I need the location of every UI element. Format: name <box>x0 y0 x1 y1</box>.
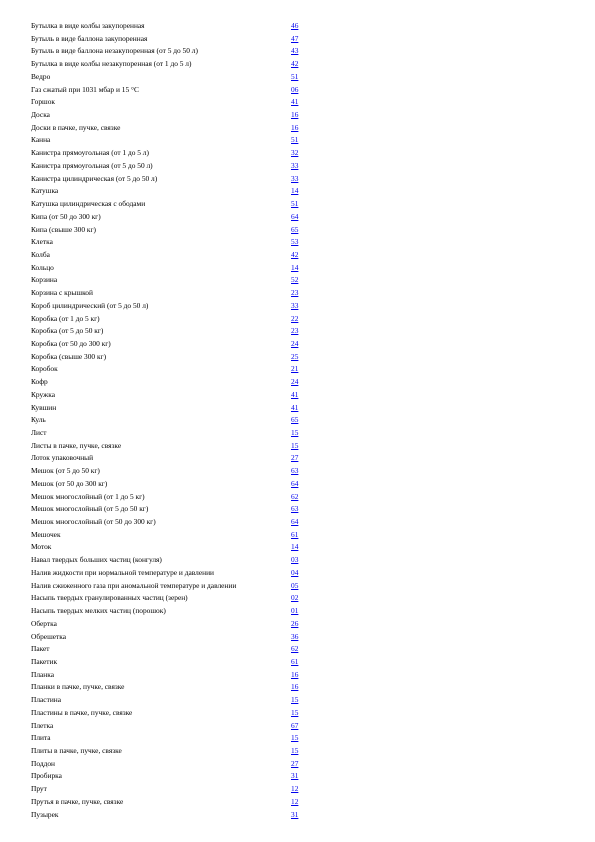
index-term: Обрешетка <box>31 631 67 641</box>
index-row <box>31 173 321 186</box>
page-link[interactable]: 64 <box>291 211 299 221</box>
page-link[interactable]: 21 <box>291 364 299 374</box>
index-row <box>31 389 321 402</box>
index-term: Мешок многослойный (от 5 до 50 кг) <box>31 504 149 514</box>
index-row <box>31 211 321 224</box>
index-row <box>31 605 321 618</box>
page-link[interactable]: 42 <box>291 59 299 69</box>
page-link[interactable]: 14 <box>291 542 299 552</box>
index-term: Прутья в пачке, пучке, связке <box>31 796 124 806</box>
index-row <box>31 745 321 758</box>
page-link[interactable]: 43 <box>291 46 299 56</box>
index-term: Бутыль в виде баллона закупоренная <box>31 33 148 43</box>
page-link[interactable]: 63 <box>291 504 299 514</box>
index-term: Плетка <box>31 720 54 730</box>
index-term: Газ сжатый при 1031 мбар и 15 °С <box>31 84 139 94</box>
page-link[interactable]: 67 <box>291 720 299 730</box>
index-row <box>31 567 321 580</box>
page-link[interactable]: 22 <box>291 313 299 323</box>
page-link[interactable]: 25 <box>291 351 299 361</box>
page-link[interactable]: 27 <box>291 758 299 768</box>
index-row <box>31 236 321 249</box>
page-link[interactable]: 61 <box>291 656 299 666</box>
index-term: Коробок <box>31 364 58 374</box>
page-link[interactable]: 03 <box>291 555 299 565</box>
index-term: Навал твердых больших частиц (конгуля) <box>31 555 162 565</box>
index-term: Кольцо <box>31 262 54 272</box>
index-term: Пластина <box>31 695 62 705</box>
page-link[interactable]: 16 <box>291 122 299 132</box>
index-row <box>31 618 321 631</box>
page-link[interactable]: 64 <box>291 478 299 488</box>
index-term: Доски в пачке, пучке, связке <box>31 122 121 132</box>
page-link[interactable]: 51 <box>291 71 299 81</box>
index-term: Коробка (от 5 до 50 кг) <box>31 326 104 336</box>
index-term: Кипа (от 50 до 300 кг) <box>31 211 101 221</box>
index-term: Канистра цилиндрическая (от 5 до 50 л) <box>31 173 158 183</box>
index-term: Лоток упаковочный <box>31 453 94 463</box>
index-term: Пластины в пачке, пучке, связке <box>31 707 133 717</box>
index-row <box>31 351 321 364</box>
index-term: Пакет <box>31 644 50 654</box>
page-link[interactable]: 51 <box>291 199 299 209</box>
page-link[interactable]: 33 <box>291 173 299 183</box>
index-row <box>31 300 321 313</box>
page-link[interactable]: 16 <box>291 682 299 692</box>
page-link[interactable]: 16 <box>291 110 299 120</box>
index-row <box>31 554 321 567</box>
index-row <box>31 440 321 453</box>
index-term: Корзина с крышкой <box>31 288 93 298</box>
index-row <box>31 452 321 465</box>
index-term: Лист <box>31 428 47 437</box>
index-row <box>31 376 321 389</box>
index-term: Моток <box>31 542 52 552</box>
page-link[interactable]: 14 <box>291 262 299 272</box>
page-link[interactable]: 65 <box>291 415 299 425</box>
page-link[interactable]: 23 <box>291 326 299 336</box>
index-row <box>31 707 321 720</box>
page-link[interactable]: 24 <box>291 377 299 387</box>
index-row <box>31 631 321 644</box>
index-row <box>31 33 321 46</box>
index-term: Мешок (от 5 до 50 кг) <box>31 466 100 476</box>
page-link[interactable]: 02 <box>291 593 299 603</box>
index-row <box>31 770 321 783</box>
index-term: Кувшин <box>31 402 57 412</box>
index-term: Мешок многослойный (от 1 до 5 кг) <box>31 491 145 501</box>
index-term: Короб цилиндрический (от 5 до 50 л) <box>31 300 149 310</box>
index-row <box>31 20 321 33</box>
index-term: Пакетик <box>31 656 58 666</box>
index-term: Клетка <box>31 237 53 247</box>
index-row <box>31 287 321 300</box>
index-term: Мешок (от 50 до 300 кг) <box>31 478 108 488</box>
index-list <box>31 20 321 821</box>
index-row <box>31 656 321 669</box>
page-link[interactable]: 36 <box>291 631 299 641</box>
index-row <box>31 720 321 733</box>
page-link[interactable]: 12 <box>291 796 299 806</box>
page-link[interactable]: 01 <box>291 606 299 616</box>
index-row <box>31 402 321 415</box>
page-link[interactable]: 63 <box>291 466 299 476</box>
index-term: Мешок многослойный (от 50 до 300 кг) <box>31 517 156 527</box>
index-row <box>31 694 321 707</box>
page-link[interactable]: 46 <box>291 21 299 30</box>
index-row <box>31 580 321 593</box>
index-row <box>31 758 321 771</box>
index-row <box>31 160 321 173</box>
index-term: Коробка (от 50 до 300 кг) <box>31 338 111 348</box>
index-term: Мешочек <box>31 529 61 539</box>
index-term: Насыпь твердых мелких частиц (порошок) <box>31 606 166 616</box>
index-row <box>31 732 321 745</box>
index-row <box>31 147 321 160</box>
index-term: Кофр <box>31 377 48 387</box>
page-link[interactable]: 31 <box>291 809 299 819</box>
index-row <box>31 478 321 491</box>
index-row <box>31 262 321 275</box>
index-term: Канна <box>31 135 51 145</box>
page-link[interactable]: 16 <box>291 669 299 679</box>
index-row <box>31 783 321 796</box>
page-link[interactable]: 06 <box>291 84 299 94</box>
index-row <box>31 109 321 122</box>
index-row <box>31 516 321 529</box>
index-row <box>31 503 321 516</box>
page-link[interactable]: 41 <box>291 389 299 399</box>
index-term: Пробирка <box>31 771 62 781</box>
index-term: Планка <box>31 669 55 679</box>
index-term: Плита <box>31 733 51 743</box>
page-link[interactable]: 04 <box>291 567 299 577</box>
page-link[interactable]: 53 <box>291 237 299 247</box>
index-row <box>31 313 321 326</box>
page-link[interactable]: 51 <box>291 135 299 145</box>
index-row <box>31 643 321 656</box>
index-term: Катушка <box>31 186 59 196</box>
index-term: Куль <box>31 415 46 425</box>
index-term: Бутылка в виде колбы закупоренная <box>31 21 145 30</box>
index-term: Пузырек <box>31 809 59 819</box>
index-term: Прут <box>31 784 47 794</box>
index-term: Канистра прямоугольная (от 5 до 50 л) <box>31 160 153 170</box>
index-term: Налив жидкости при нормальной температуре и давлении <box>31 567 214 577</box>
index-term: Бутылка в виде колбы незакупоренная (от 1 до 5 л) <box>31 59 192 69</box>
page-link[interactable]: 42 <box>291 249 299 259</box>
index-row <box>31 134 321 147</box>
index-term: Колба <box>31 249 50 259</box>
index-term: Канистра прямоугольная (от 1 до 5 л) <box>31 148 149 158</box>
page-link[interactable]: 41 <box>291 97 299 107</box>
page-link[interactable]: 33 <box>291 300 299 310</box>
index-term: Кружка <box>31 389 55 399</box>
page-link[interactable]: 62 <box>291 491 299 501</box>
page-link[interactable]: 15 <box>291 428 299 437</box>
page-link[interactable]: 05 <box>291 580 299 590</box>
index-row <box>31 224 321 237</box>
page-link[interactable]: 14 <box>291 186 299 196</box>
index-term: Кипа (свыше 300 кг) <box>31 224 97 234</box>
page-link[interactable]: 24 <box>291 338 299 348</box>
page-link[interactable]: 27 <box>291 453 299 463</box>
page-link[interactable]: 15 <box>291 733 299 743</box>
index-row <box>31 185 321 198</box>
index-term: Планки в пачке, пучке, связке <box>31 682 125 692</box>
index-row <box>31 414 321 427</box>
index-term: Насыпь твердых гранулированных частиц (зерен) <box>31 593 188 603</box>
page-link[interactable]: 31 <box>291 771 299 781</box>
index-row <box>31 338 321 351</box>
page-link[interactable]: 15 <box>291 707 299 717</box>
index-term: Ведро <box>31 71 51 81</box>
index-row <box>31 249 321 262</box>
index-row <box>31 427 321 440</box>
index-row <box>31 541 321 554</box>
index-term: Доска <box>31 110 50 120</box>
index-row <box>31 325 321 338</box>
page-link[interactable]: 33 <box>291 160 299 170</box>
index-row <box>31 45 321 58</box>
index-row <box>31 669 321 682</box>
page-link[interactable]: 41 <box>291 402 299 412</box>
index-row <box>31 274 321 287</box>
index-term: Катушка цилиндрическая с ободами <box>31 199 146 209</box>
index-row <box>31 681 321 694</box>
page-link[interactable]: 61 <box>291 529 299 539</box>
index-row <box>31 198 321 211</box>
page-link[interactable]: 23 <box>291 288 299 298</box>
index-term: Коробка (от 1 до 5 кг) <box>31 313 100 323</box>
index-term: Поддон <box>31 758 55 768</box>
page-link[interactable]: 15 <box>291 440 299 450</box>
index-term: Горшок <box>31 97 55 107</box>
index-term: Налив сжиженного газа при аномальной температуре и давлении <box>31 580 237 590</box>
index-term: Бутыль в виде баллона незакупоренная (от 5 до 50 л) <box>31 46 198 56</box>
index-row <box>31 809 321 822</box>
index-row <box>31 465 321 478</box>
index-row <box>31 491 321 504</box>
page-link[interactable]: 15 <box>291 695 299 705</box>
page-link[interactable]: 47 <box>291 33 299 43</box>
index-row <box>31 71 321 84</box>
page-link[interactable]: 64 <box>291 517 299 527</box>
index-row <box>31 84 321 97</box>
index-row <box>31 96 321 109</box>
index-row <box>31 122 321 135</box>
page-link[interactable]: 15 <box>291 745 299 755</box>
index-term: Обертка <box>31 618 57 628</box>
index-term: Плиты в пачке, пучке, связке <box>31 745 122 755</box>
index-row <box>31 363 321 376</box>
index-term: Корзина <box>31 275 58 285</box>
index-row <box>31 592 321 605</box>
page-link[interactable]: 32 <box>291 148 299 158</box>
page-link[interactable]: 62 <box>291 644 299 654</box>
page-link[interactable]: 26 <box>291 618 299 628</box>
index-row <box>31 529 321 542</box>
index-term: Коробка (свыше 300 кг) <box>31 351 107 361</box>
page-link[interactable]: 52 <box>291 275 299 285</box>
index-row <box>31 796 321 809</box>
page-link[interactable]: 12 <box>291 784 299 794</box>
index-row <box>31 58 321 71</box>
page-link[interactable]: 65 <box>291 224 299 234</box>
index-term: Листы в пачке, пучке, связке <box>31 440 122 450</box>
